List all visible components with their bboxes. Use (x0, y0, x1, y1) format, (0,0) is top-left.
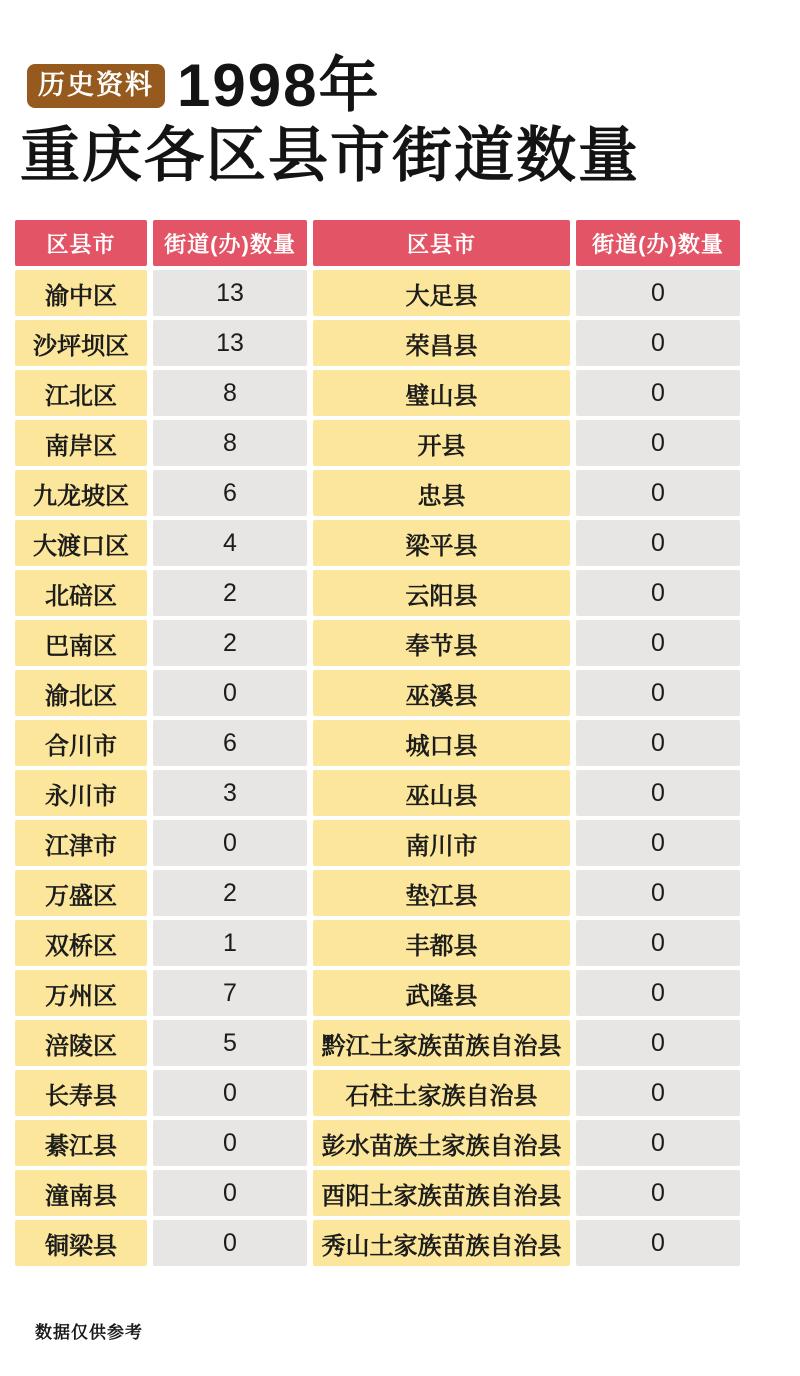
district-cell: 江津市 (15, 820, 147, 866)
district-cell: 璧山县 (313, 370, 570, 416)
count-cell: 7 (153, 970, 307, 1016)
count-cell: 0 (576, 520, 740, 566)
district-cell: 大足县 (313, 270, 570, 316)
district-cell: 梁平县 (313, 520, 570, 566)
count-cell: 2 (153, 620, 307, 666)
count-cell: 0 (576, 820, 740, 866)
count-cell: 8 (153, 420, 307, 466)
district-cell: 巴南区 (15, 620, 147, 666)
district-cell: 永川市 (15, 770, 147, 816)
district-cell: 綦江县 (15, 1120, 147, 1166)
district-cell: 武隆县 (313, 970, 570, 1016)
title-year: 1998年 (177, 52, 381, 119)
count-cell: 0 (153, 1170, 307, 1216)
count-cell: 0 (153, 1070, 307, 1116)
page-header (20, 52, 640, 189)
page-title: 重庆各区县市街道数量 (20, 122, 640, 189)
district-cell: 万州区 (15, 970, 147, 1016)
data-table (15, 220, 740, 1266)
district-cell: 涪陵区 (15, 1020, 147, 1066)
district-cell: 秀山土家族苗族自治县 (313, 1220, 570, 1266)
count-cell: 8 (153, 370, 307, 416)
district-cell: 万盛区 (15, 870, 147, 916)
column-header-count-left: 街道(办)数量 (153, 220, 307, 266)
count-cell: 0 (576, 320, 740, 366)
count-cell: 0 (576, 920, 740, 966)
count-cell: 0 (576, 720, 740, 766)
count-cell: 6 (153, 720, 307, 766)
history-badge: 历史资料 (27, 64, 165, 108)
count-cell: 0 (576, 1170, 740, 1216)
district-cell: 石柱土家族自治县 (313, 1070, 570, 1116)
count-cell: 0 (576, 770, 740, 816)
district-cell: 江北区 (15, 370, 147, 416)
district-cell: 忠县 (313, 470, 570, 516)
count-cell: 0 (576, 570, 740, 616)
district-cell: 铜梁县 (15, 1220, 147, 1266)
district-cell: 双桥区 (15, 920, 147, 966)
district-cell: 荣昌县 (313, 320, 570, 366)
district-cell: 丰都县 (313, 920, 570, 966)
district-cell: 开县 (313, 420, 570, 466)
district-cell: 云阳县 (313, 570, 570, 616)
count-cell: 0 (576, 670, 740, 716)
count-cell: 0 (153, 670, 307, 716)
count-cell: 3 (153, 770, 307, 816)
count-cell: 2 (153, 870, 307, 916)
district-cell: 巫山县 (313, 770, 570, 816)
column-header-count-right: 街道(办)数量 (576, 220, 740, 266)
count-cell: 0 (576, 1220, 740, 1266)
district-cell: 酉阳土家族苗族自治县 (313, 1170, 570, 1216)
district-cell: 大渡口区 (15, 520, 147, 566)
count-cell: 4 (153, 520, 307, 566)
count-cell: 0 (576, 870, 740, 916)
count-cell: 0 (576, 370, 740, 416)
district-cell: 北碚区 (15, 570, 147, 616)
district-cell: 南岸区 (15, 420, 147, 466)
count-cell: 5 (153, 1020, 307, 1066)
count-cell: 0 (576, 1120, 740, 1166)
count-cell: 13 (153, 320, 307, 366)
count-cell: 1 (153, 920, 307, 966)
district-cell: 奉节县 (313, 620, 570, 666)
count-cell: 0 (153, 1120, 307, 1166)
district-cell: 彭水苗族土家族自治县 (313, 1120, 570, 1166)
district-cell: 潼南县 (15, 1170, 147, 1216)
district-cell: 垫江县 (313, 870, 570, 916)
count-cell: 0 (576, 620, 740, 666)
district-cell: 渝中区 (15, 270, 147, 316)
district-cell: 沙坪坝区 (15, 320, 147, 366)
column-header-district-left: 区县市 (15, 220, 147, 266)
count-cell: 0 (576, 970, 740, 1016)
district-cell: 巫溪县 (313, 670, 570, 716)
count-cell: 0 (576, 1020, 740, 1066)
title-line-1 (20, 52, 640, 119)
district-cell: 合川市 (15, 720, 147, 766)
footer-note: 数据仅供参考 (35, 1323, 143, 1342)
count-cell: 13 (153, 270, 307, 316)
count-cell: 0 (576, 1070, 740, 1116)
district-cell: 渝北区 (15, 670, 147, 716)
district-cell: 黔江土家族苗族自治县 (313, 1020, 570, 1066)
count-cell: 0 (576, 470, 740, 516)
count-cell: 0 (153, 820, 307, 866)
count-cell: 0 (576, 270, 740, 316)
district-cell: 南川市 (313, 820, 570, 866)
count-cell: 0 (153, 1220, 307, 1266)
column-header-district-right: 区县市 (313, 220, 570, 266)
count-cell: 2 (153, 570, 307, 616)
count-cell: 0 (576, 420, 740, 466)
district-cell: 城口县 (313, 720, 570, 766)
count-cell: 6 (153, 470, 307, 516)
district-cell: 九龙坡区 (15, 470, 147, 516)
district-cell: 长寿县 (15, 1070, 147, 1116)
